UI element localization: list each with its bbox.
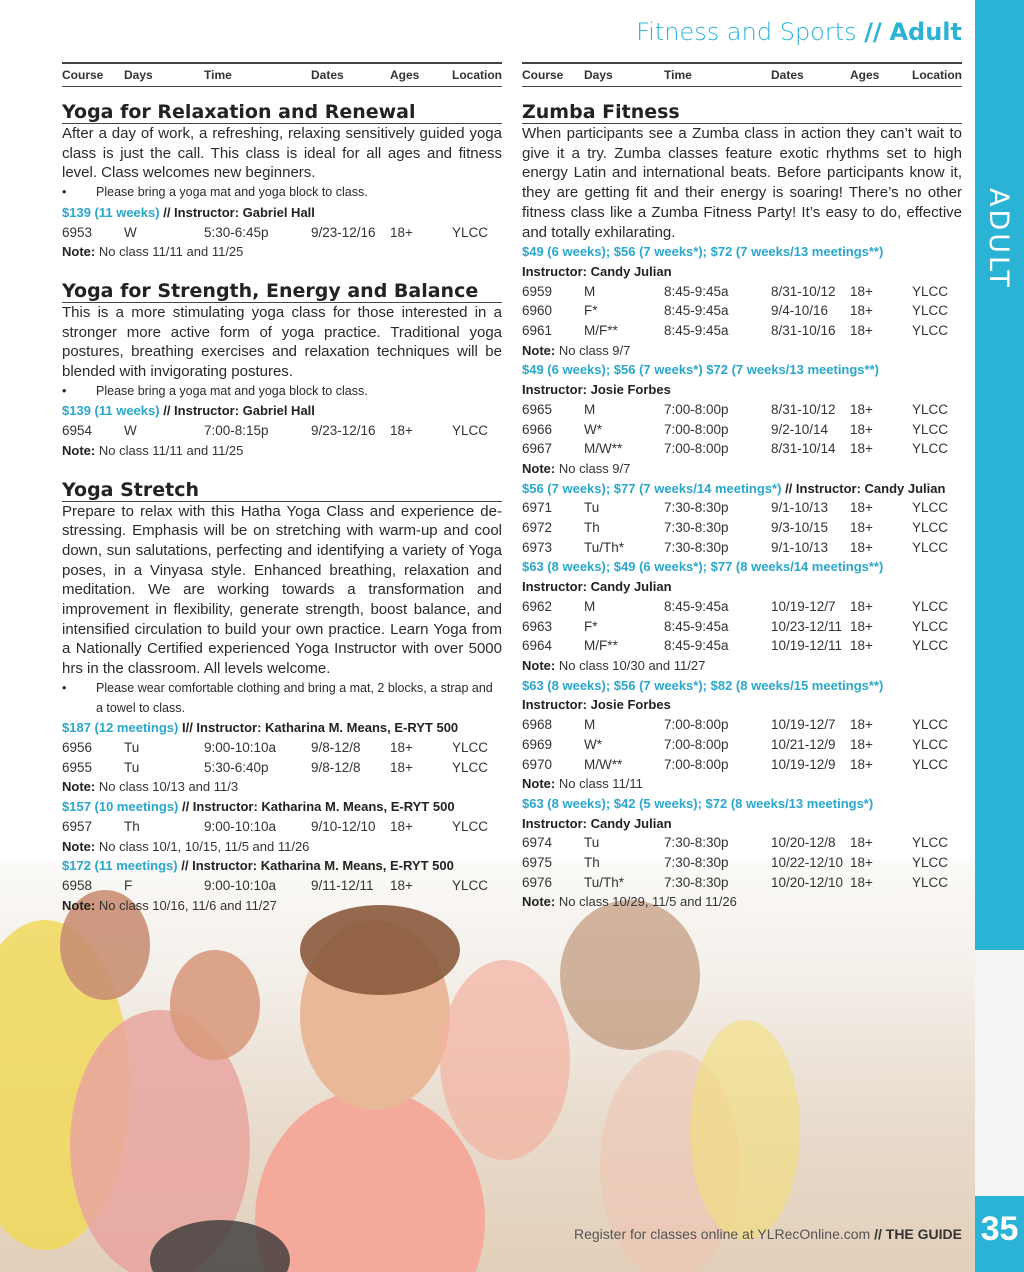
cell-dates: 9/23-12/16 (311, 423, 376, 439)
price-text: $63 (8 weeks); $56 (7 weeks*); $82 (8 weeks/15 meetings**) (522, 677, 884, 693)
instructor-text: // Instructor: Katharina M. Means, E-RYT 500 (181, 858, 454, 874)
cell-location: YLCC (452, 877, 489, 893)
cell-ages: 18+ (390, 224, 413, 240)
price-line (522, 242, 962, 262)
cell-dates: 9/11-12/11 (311, 877, 374, 893)
cell-dates: 8/31-10/16 (771, 323, 836, 339)
column-header-days: Days (584, 68, 613, 82)
cell-ages: 18+ (850, 835, 873, 851)
cell-location: YLCC (912, 855, 949, 871)
price-text: $139 (11 weeks) (62, 403, 160, 419)
cell-ages: 18+ (850, 736, 873, 752)
cell-time: 7:00-8:00p (664, 756, 729, 772)
cell-ages: 18+ (850, 303, 873, 319)
cell-location: YLCC (912, 618, 949, 634)
course-title: Yoga for Relaxation and Renewal (62, 101, 502, 124)
cell-dates: 9/3-10/15 (771, 520, 829, 536)
note-label: Note: (62, 779, 96, 795)
cell-ages: 18+ (850, 638, 873, 654)
note-label: Note: (522, 342, 556, 358)
instructor-line: Instructor: Candy Julian (522, 815, 672, 831)
bullet-text: Please bring a yoga mat and yoga block to class. (96, 185, 368, 200)
cell-days: Tu (124, 759, 140, 775)
cell-time: 7:00-8:00p (664, 441, 729, 457)
instructor-text: // Instructor: Candy Julian (785, 480, 946, 496)
cell-course: 6969 (522, 736, 553, 752)
price-line (62, 797, 502, 817)
course-bullet (62, 679, 502, 718)
cell-dates: 9/8-12/8 (311, 759, 361, 775)
table-row (522, 715, 962, 735)
note-line (522, 656, 962, 676)
cell-days: M/W** (584, 441, 623, 457)
cell-time: 9:00-10:10a (204, 818, 277, 834)
dance-class-photo (0, 860, 975, 1272)
section-gap (62, 461, 502, 479)
note-line (522, 341, 962, 361)
cell-course: 6971 (522, 500, 553, 516)
note-text: No class 10/30 and 11/27 (558, 657, 706, 673)
cell-time: 9:00-10:10a (204, 739, 277, 755)
table-row (62, 738, 502, 758)
cell-time: 7:30-8:30p (664, 500, 729, 516)
cell-course: 6968 (522, 717, 553, 733)
cell-location: YLCC (912, 598, 949, 614)
cell-time: 7:00-8:00p (664, 717, 729, 733)
cell-location: YLCC (912, 874, 949, 890)
cell-days: F (124, 877, 133, 893)
note-text: No class 9/7 (558, 342, 631, 358)
header-spacer (62, 87, 502, 101)
cell-location: YLCC (912, 756, 949, 772)
cell-dates: 9/1-10/13 (771, 539, 829, 555)
cell-location: YLCC (452, 739, 489, 755)
column-header-course: Course (62, 68, 104, 82)
price-text: $49 (6 weeks); $56 (7 weeks*); $72 (7 weeks/13 meetings**) (522, 244, 884, 260)
cell-days: W* (584, 421, 602, 437)
cell-course: 6957 (62, 818, 93, 834)
cell-dates: 10/19-12/9 (771, 756, 836, 772)
price-line (62, 203, 502, 223)
cell-time: 5:30-6:45p (204, 224, 269, 240)
cell-ages: 18+ (850, 401, 873, 417)
price-line (522, 360, 962, 380)
cell-days: Tu (584, 500, 600, 516)
column-header-course: Course (522, 68, 564, 82)
cell-location: YLCC (912, 500, 949, 516)
cell-course: 6965 (522, 401, 553, 417)
cell-ages: 18+ (850, 520, 873, 536)
instructor-line: Instructor: Josie Forbes (522, 697, 671, 713)
cell-dates: 10/20-12/10 (771, 874, 844, 890)
cell-ages: 18+ (850, 874, 873, 890)
cell-days: Th (124, 818, 140, 834)
cell-location: YLCC (912, 638, 949, 654)
cell-days: F* (584, 618, 598, 634)
page-footer (574, 1226, 962, 1242)
table-row (522, 538, 962, 558)
cell-ages: 18+ (850, 441, 873, 457)
table-row (62, 758, 502, 778)
note-text: No class 11/11 and 11/25 (98, 244, 244, 260)
instructor-line: Instructor: Candy Julian (522, 263, 672, 279)
cell-days: Tu (124, 739, 140, 755)
side-tab-label (980, 188, 1020, 308)
price-line (522, 557, 962, 577)
cell-location: YLCC (912, 421, 949, 437)
page-header (636, 18, 962, 46)
cell-time: 9:00-10:10a (204, 877, 277, 893)
cell-location: YLCC (912, 303, 949, 319)
cell-days: Th (584, 520, 600, 536)
section-gap (62, 262, 502, 280)
cell-time: 7:30-8:30p (664, 835, 729, 851)
course-description: When participants see a Zumba class in action they can’t wait to give it a try. Zumba classes feature exotic rhythms set to high energy Latin and international beats. Before participants know it, they are getting fit and their energy is soaring! There’s no other fitness class like a Zumba Fitness Party! It’s easy to do, effective and totally exhilarating. (522, 125, 962, 241)
course-bullet (62, 183, 502, 203)
cell-location: YLCC (912, 323, 949, 339)
cell-ages: 18+ (390, 877, 413, 893)
cell-ages: 18+ (850, 283, 873, 299)
price-line (522, 479, 962, 499)
cell-ages: 18+ (850, 756, 873, 772)
cell-location: YLCC (452, 423, 489, 439)
note-text: No class 11/11 (558, 776, 643, 792)
cell-course: 6956 (62, 739, 93, 755)
cell-course: 6974 (522, 835, 553, 851)
cell-course: 6976 (522, 874, 553, 890)
column-header (522, 62, 962, 87)
cell-days: Tu (584, 835, 600, 851)
footer-text: Register for classes online at YLRecOnline.com (573, 1226, 871, 1242)
cell-course: 6962 (522, 598, 553, 614)
note-text: No class 10/1, 10/15, 11/5 and 11/26 (98, 838, 310, 854)
cell-dates: 10/20-12/8 (771, 835, 836, 851)
cell-location: YLCC (912, 283, 949, 299)
column-header-ages: Ages (850, 68, 880, 82)
cell-location: YLCC (452, 759, 489, 775)
cell-dates: 8/31-10/14 (771, 441, 836, 457)
cell-time: 7:00-8:00p (664, 421, 729, 437)
note-label: Note: (522, 894, 556, 910)
cell-course: 6972 (522, 520, 553, 536)
cell-ages: 18+ (850, 500, 873, 516)
cell-days: M (584, 598, 596, 614)
cell-ages: 18+ (390, 818, 413, 834)
cell-time: 7:00-8:15p (204, 423, 269, 439)
note-label: Note: (522, 657, 556, 673)
table-row (522, 873, 962, 893)
note-label: Note: (62, 897, 96, 913)
note-label: Note: (522, 460, 556, 476)
cell-location: YLCC (912, 835, 949, 851)
course-title: Yoga for Strength, Energy and Balance (62, 280, 502, 303)
table-row (522, 282, 962, 302)
note-text: No class 9/7 (558, 460, 631, 476)
cell-days: M (584, 717, 596, 733)
left-column (62, 62, 502, 915)
cell-ages: 18+ (850, 539, 873, 555)
cell-days: Tu/Th* (584, 539, 625, 555)
note-label: Note: (62, 442, 96, 458)
table-row (522, 636, 962, 656)
cell-days: M (584, 283, 596, 299)
note-text: No class 10/13 and 11/3 (98, 779, 239, 795)
cell-dates: 9/10-12/10 (311, 818, 376, 834)
cell-location: YLCC (912, 717, 949, 733)
price-line (62, 718, 502, 738)
cell-ages: 18+ (390, 759, 413, 775)
table-row (522, 853, 962, 873)
table-row (62, 223, 502, 243)
column-header-location: Location (912, 68, 962, 82)
cell-days: Th (584, 855, 600, 871)
column-header-days: Days (124, 68, 153, 82)
bullet-dot: • (62, 680, 67, 695)
cell-dates: 9/2-10/14 (771, 421, 829, 437)
cell-ages: 18+ (390, 739, 413, 755)
cell-dates: 9/8-12/8 (311, 739, 361, 755)
note-label: Note: (522, 776, 556, 792)
header-spacer (522, 87, 962, 101)
price-line (62, 401, 502, 421)
price-text: $187 (12 meetings) (62, 720, 179, 736)
table-row (522, 833, 962, 853)
table-row (522, 420, 962, 440)
cell-dates: 8/31-10/12 (771, 283, 836, 299)
cell-course: 6953 (62, 224, 93, 240)
instructor-line: Instructor: Josie Forbes (522, 382, 671, 398)
table-row (62, 876, 502, 896)
note-line (522, 892, 962, 912)
cell-course: 6963 (522, 618, 553, 634)
cell-time: 8:45-9:45a (664, 618, 729, 634)
instructor-text: // Instructor: Katharina M. Means, E-RYT 500 (181, 799, 455, 815)
column-header-ages: Ages (390, 68, 420, 82)
cell-course: 6958 (62, 877, 93, 893)
cell-time: 8:45-9:45a (664, 283, 729, 299)
cell-dates: 10/19-12/7 (771, 598, 836, 614)
cell-location: YLCC (912, 441, 949, 457)
header-sep: // (864, 18, 882, 46)
note-line (522, 774, 962, 794)
table-row (522, 400, 962, 420)
price-text: $63 (8 weeks); $42 (5 weeks); $72 (8 weeks/13 meetings*) (522, 795, 874, 811)
note-text: No class 11/11 and 11/25 (98, 442, 244, 458)
cell-time: 7:30-8:30p (664, 539, 729, 555)
note-line (522, 459, 962, 479)
note-label: Note: (62, 838, 96, 854)
cell-dates: 10/19-12/7 (771, 717, 836, 733)
note-label: Note: (62, 244, 96, 260)
cell-course: 6959 (522, 283, 553, 299)
cell-course: 6954 (62, 423, 93, 439)
cell-dates: 8/31-10/12 (771, 401, 836, 417)
cell-dates: 10/19-12/11 (771, 638, 843, 654)
price-line (62, 856, 502, 876)
cell-ages: 18+ (850, 323, 873, 339)
bullet-text: Please bring a yoga mat and yoga block to class. (96, 383, 368, 398)
price-line (522, 794, 962, 814)
note-text: No class 10/29, 11/5 and 11/26 (558, 894, 737, 910)
instructor-line: Instructor: Candy Julian (522, 579, 672, 595)
cell-course: 6973 (522, 539, 553, 555)
cell-days: Tu/Th* (584, 874, 625, 890)
header-audience: Adult (889, 18, 962, 46)
column-header-time: Time (204, 68, 232, 82)
table-row (522, 735, 962, 755)
cell-dates: 9/1-10/13 (771, 500, 829, 516)
course-title: Zumba Fitness (522, 101, 962, 124)
course-bullet (62, 382, 502, 402)
cell-time: 5:30-6:40p (204, 759, 269, 775)
bullet-dot: • (62, 185, 67, 200)
instructor-text: // Instructor: Gabriel Hall (163, 204, 315, 220)
cell-ages: 18+ (850, 421, 873, 437)
column-header-time: Time (664, 68, 692, 82)
cell-dates: 10/22-12/10 (771, 855, 844, 871)
header-section: Fitness and Sports (636, 18, 857, 46)
price-text: $139 (11 weeks) (62, 204, 160, 220)
cell-days: M/F** (584, 323, 618, 339)
cell-location: YLCC (912, 520, 949, 536)
note-line (62, 896, 502, 916)
column-header (62, 62, 502, 87)
cell-location: YLCC (452, 818, 489, 834)
bullet-text: Please wear comfortable clothing and bring a mat, 2 blocks, a strap and a towel to class. (96, 680, 493, 715)
table-row (62, 421, 502, 441)
page-number: 35 (980, 1210, 1019, 1248)
cell-time: 7:30-8:30p (664, 520, 729, 536)
cell-time: 8:45-9:45a (664, 638, 729, 654)
course-description: Prepare to relax with this Hatha Yoga Class and experience de-stressing. Emphasis will be on stretching with warm-up and cool down, sun salutations, perfecting and identifying a variety of Yoga poses, in a Vinyasa style. Enhanced breathing, relaxation and meditation. We are working towards a transformation and improvement in flexibility, generate strength, boost balance, and intensified circulation to build your own practice. Learn Yoga from a Nationally Certified experienced Yoga Instructor with over 5000 hrs in the classroom. All levels welcome. (62, 502, 502, 678)
course-title: Yoga Stretch (62, 479, 502, 502)
instructor-text: // Instructor: Gabriel Hall (163, 403, 315, 419)
cell-location: YLCC (912, 401, 949, 417)
cell-ages: 18+ (850, 855, 873, 871)
table-row (522, 518, 962, 538)
cell-dates: 9/23-12/16 (311, 224, 376, 240)
cell-course: 6966 (522, 421, 553, 437)
cell-course: 6975 (522, 855, 553, 871)
column-header-location: Location (452, 68, 502, 82)
table-row (522, 498, 962, 518)
cell-days: M/W** (584, 756, 623, 772)
table-row (522, 617, 962, 637)
cell-time: 8:45-9:45a (664, 598, 729, 614)
cell-ages: 18+ (850, 598, 873, 614)
bullet-dot: • (62, 383, 67, 398)
cell-dates: 10/21-12/9 (771, 736, 836, 752)
cell-days: F* (584, 303, 598, 319)
cell-course: 6967 (522, 441, 553, 457)
cell-days: W (124, 224, 137, 240)
table-row (522, 321, 962, 341)
column-header-dates: Dates (771, 68, 804, 82)
cell-time: 7:30-8:30p (664, 874, 729, 890)
column-header-dates: Dates (311, 68, 344, 82)
cell-course: 6970 (522, 756, 553, 772)
cell-time: 7:00-8:00p (664, 736, 729, 752)
price-text: $49 (6 weeks); $56 (7 weeks*) $72 (7 weeks/13 meetings**) (522, 362, 879, 378)
cell-ages: 18+ (850, 618, 873, 634)
table-row (522, 597, 962, 617)
cell-location: YLCC (912, 736, 949, 752)
note-text: No class 10/16, 11/6 and 11/27 (98, 897, 277, 913)
side-tab-text: ADULT (983, 188, 1014, 290)
note-line (62, 242, 502, 262)
cell-dates: 10/23-12/11 (771, 618, 843, 634)
price-line (522, 676, 962, 696)
right-column (522, 62, 962, 912)
cell-time: 8:45-9:45a (664, 323, 729, 339)
price-text: $56 (7 weeks); $77 (7 weeks/14 meetings*) (522, 480, 782, 496)
note-line (62, 777, 502, 797)
price-text: $157 (10 meetings) (62, 799, 179, 815)
cell-course: 6955 (62, 759, 93, 775)
instructor-text: I// Instructor: Katharina M. Means, E-RYT 500 (181, 720, 459, 736)
table-row (62, 817, 502, 837)
course-description: After a day of work, a refreshing, relaxing sensitively guided yoga class is just the call. This class is ideal for all ages and fitness level. Class welcomes new beginners. (62, 125, 502, 182)
cell-course: 6964 (522, 638, 553, 654)
note-line (62, 837, 502, 857)
note-line (62, 441, 502, 461)
price-text: $63 (8 weeks); $49 (6 weeks*); $77 (8 weeks/14 meetings**) (522, 559, 884, 575)
cell-ages: 18+ (850, 717, 873, 733)
table-row (522, 439, 962, 459)
cell-course: 6960 (522, 303, 553, 319)
cell-days: W* (584, 736, 602, 752)
cell-days: M/F** (584, 638, 618, 654)
table-row (522, 755, 962, 775)
price-text: $172 (11 meetings) (62, 858, 178, 874)
cell-dates: 9/4-10/16 (771, 303, 829, 319)
table-row (522, 301, 962, 321)
cell-course: 6961 (522, 323, 553, 339)
course-description: This is a more stimulating yoga class for those interested in a stronger more active form of yoga practice. Traditional yoga postures, breathing exercises and relaxation techniques will be blended with invigorating postures. (62, 303, 502, 381)
cell-location: YLCC (912, 539, 949, 555)
cell-time: 7:00-8:00p (664, 401, 729, 417)
cell-days: M (584, 401, 596, 417)
footer-guide: // THE GUIDE (874, 1226, 962, 1242)
cell-days: W (124, 423, 137, 439)
cell-time: 7:30-8:30p (664, 855, 729, 871)
cell-time: 8:45-9:45a (664, 303, 729, 319)
cell-ages: 18+ (390, 423, 413, 439)
cell-location: YLCC (452, 224, 489, 240)
section-tab (975, 0, 1024, 950)
